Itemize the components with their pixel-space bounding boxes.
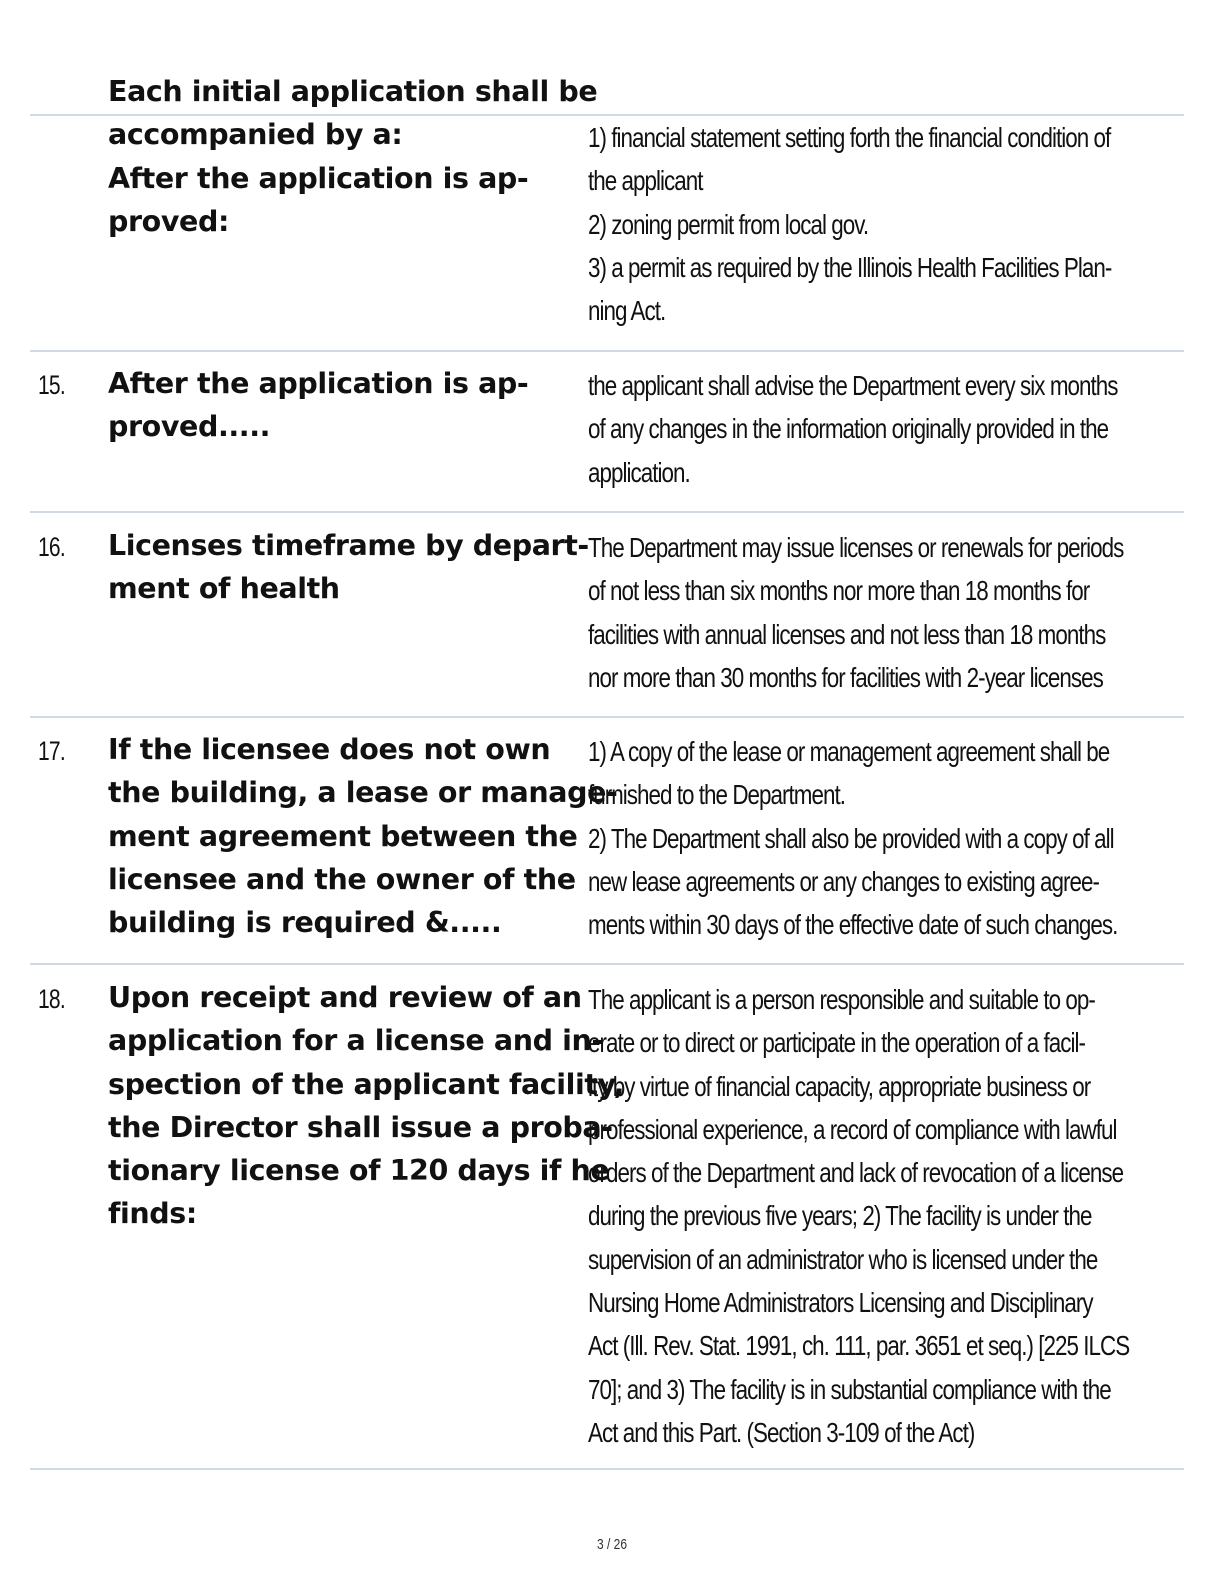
question-line: tionary license of 120 days if he [108, 1154, 610, 1188]
question-text [108, 976, 625, 1236]
row-divider [30, 1468, 1184, 1470]
answer-line: during the previous five years; 2) The facility is under the [588, 1200, 1092, 1232]
question-line: the building, a lease or manage- [108, 776, 618, 810]
question-line: proved: [108, 204, 229, 238]
answer-line: The Department may issue licenses or renewals for periods [588, 532, 1124, 563]
answer-line: 1) A copy of the lease or management agreement shall be [588, 736, 1110, 767]
question-line: application for a license and in- [108, 1024, 603, 1058]
answer-line: Nursing Home Administrators Licensing and Disciplinary [588, 1287, 1093, 1319]
answer-line: 2) zoning permit from local gov. [588, 208, 869, 240]
question-text [108, 70, 598, 243]
row-number: 15. [38, 370, 65, 400]
question-line: proved..... [108, 410, 271, 444]
row-number: 16. [38, 532, 65, 562]
question-line: spection of the applicant facility, [108, 1067, 625, 1101]
row-number: 17. [38, 736, 65, 766]
answer-line: furnished to the Department. [588, 779, 846, 811]
answer-text [588, 730, 1117, 946]
question-line: Licenses timeframe by depart- [108, 529, 589, 562]
answer-line: 3) a permit as required by the Illinois Health Facilities Plan- [588, 251, 1112, 283]
question-line: After the application is ap- [108, 367, 529, 400]
answer-line: ments within 30 days of the effective date of such changes. [588, 909, 1118, 941]
answer-line: application. [588, 456, 690, 488]
answer-line: Act and this Part. (Section 3-109 of the Act) [588, 1416, 975, 1448]
question-line: the Director shall issue a proba- [108, 1110, 613, 1144]
answer-line: facilities with annual licenses and not less than 18 months [588, 618, 1106, 650]
question-text [108, 362, 586, 449]
answer-line: nor more than 30 months for facilities with 2-year licenses [588, 661, 1103, 693]
answer-line: of any changes in the information originally provided in the [588, 413, 1109, 445]
answer-text [588, 364, 1118, 494]
answer-line: of not less than six months nor more than 18 months for [588, 575, 1090, 607]
answer-line: the applicant shall advise the Department every six months [588, 370, 1118, 401]
answer-line: 1) financial statement setting forth the financial condition of [588, 122, 1111, 153]
question-text [108, 728, 618, 944]
page-number: 3 / 26 [596, 1536, 628, 1553]
answer-line: 2) The Department shall also be provided with a copy of all [588, 822, 1114, 854]
question-line: After the application is ap- [108, 161, 529, 195]
answer-line: Act (Ill. Rev. Stat. 1991, ch. 111, par. 3651 et seq.) [225 ILCS [588, 1330, 1130, 1362]
answer-line: new lease agreements or any changes to existing agree- [588, 865, 1099, 897]
question-line: accompanied by a: [108, 118, 403, 152]
row-number: 18. [38, 984, 65, 1014]
question-line: Upon receipt and review of an [108, 981, 582, 1014]
answer-line: the applicant [588, 165, 703, 197]
question-line: ment agreement between the [108, 819, 578, 853]
answer-line: orders of the Department and lack of revocation of a license [588, 1157, 1124, 1189]
answer-line: professional experience, a record of compliance with lawful [588, 1113, 1117, 1145]
answer-text [588, 978, 1129, 1454]
answer-line: ning Act. [588, 295, 666, 327]
row-divider [30, 716, 1184, 718]
row-divider [30, 963, 1184, 965]
row-divider [30, 350, 1184, 352]
answer-text [588, 526, 1123, 699]
answer-line: The applicant is a person responsible and suitable to op- [588, 984, 1095, 1015]
row-divider [30, 511, 1184, 513]
question-line: finds: [108, 1197, 197, 1231]
question-line: ment of health [108, 572, 340, 606]
answer-line: erate or to direct or participate in the operation of a facil- [588, 1027, 1086, 1059]
question-text [108, 524, 589, 611]
question-line: building is required &..... [108, 906, 502, 940]
question-line: If the licensee does not own [108, 733, 551, 766]
question-line: licensee and the owner of the [108, 862, 576, 896]
answer-line: supervision of an administrator who is licensed under the [588, 1243, 1098, 1275]
question-line: Each initial application shall be [108, 75, 598, 108]
answer-line: 70]; and 3) The facility is in substantial compliance with the [588, 1373, 1111, 1405]
answer-line: ity by virtue of financial capacity, appropriate business or [588, 1070, 1091, 1102]
answer-text [588, 116, 1111, 332]
